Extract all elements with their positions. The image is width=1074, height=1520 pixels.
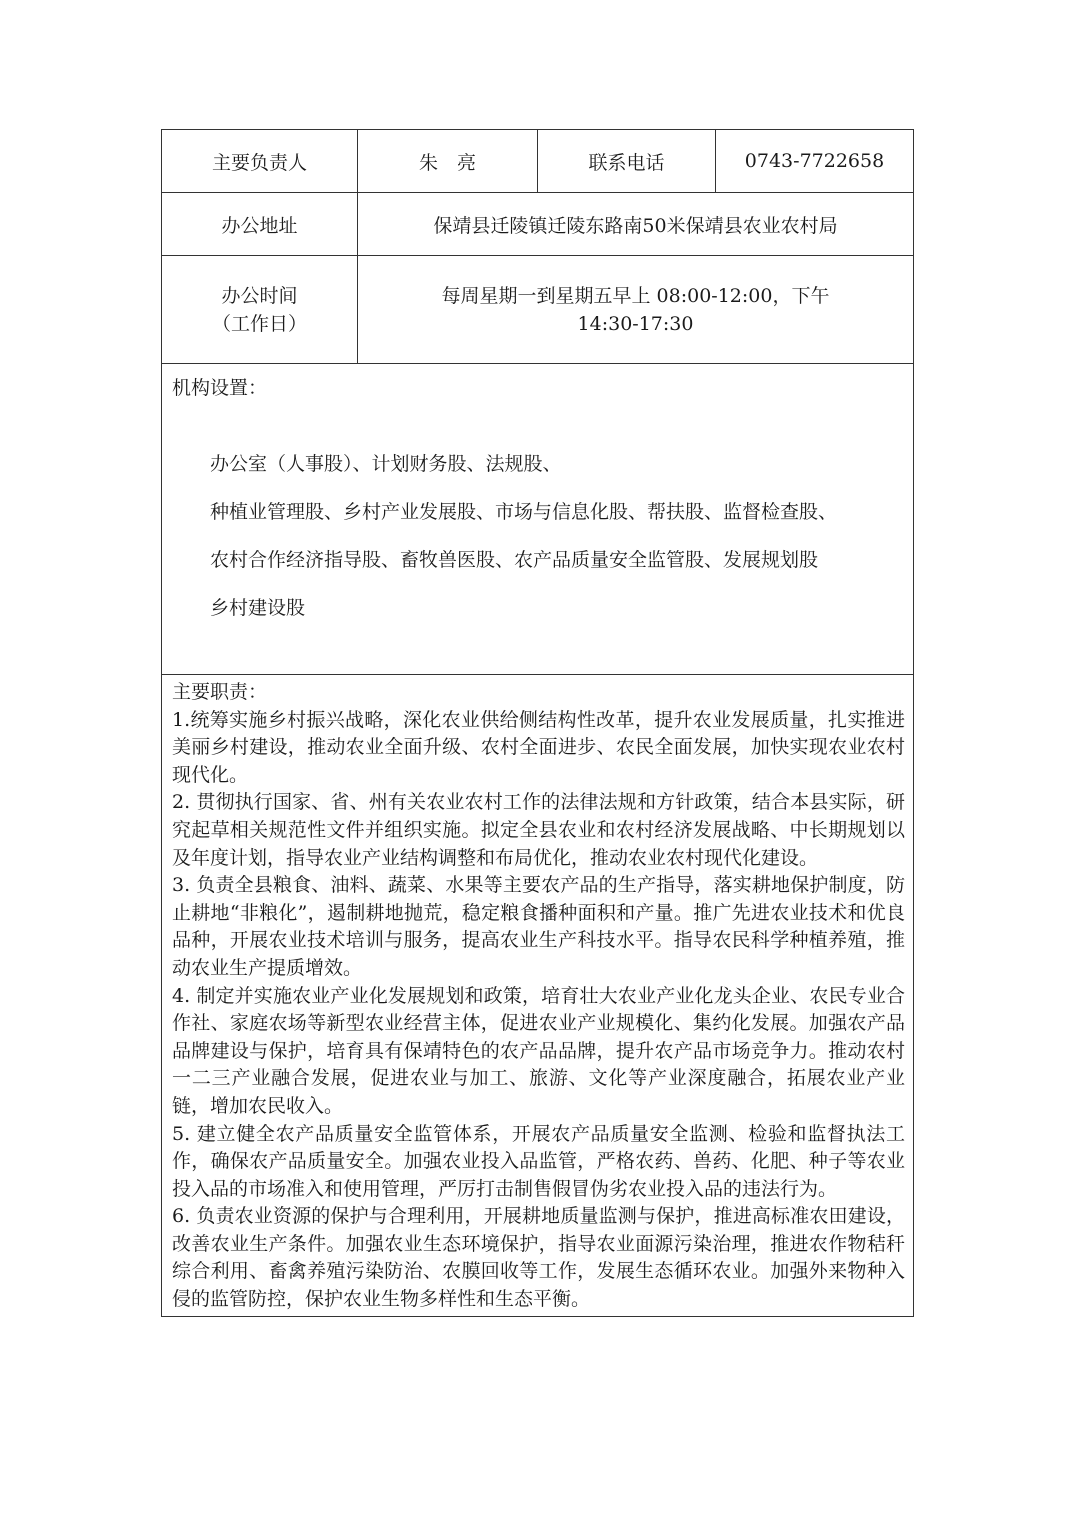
hours-label-line2: （工作日） (211, 312, 307, 335)
org-line: 种植业管理股、乡村产业发展股、市场与信息化股、帮扶股、监督检查股、 (210, 501, 838, 523)
org-line: 乡村建设股 (210, 597, 306, 619)
org-row (162, 364, 914, 675)
duties-title: 主要职责： (172, 681, 268, 703)
hours-label-line1: 办公时间 (221, 284, 298, 307)
duties-row (162, 675, 914, 1317)
head-row (162, 130, 914, 193)
duty-item: 1.统筹实施乡村振兴战略，深化农业供给侧结构性改革，提升农业发展质量，扎实推进美丽乡村建设，推动农业全面升级、农村全面进步、农民全面发展，加快实现农业农村现代化。 (172, 708, 905, 786)
org-title: 机构设置： (172, 377, 268, 399)
duty-item: 5. 建立健全农产品质量安全监管体系，开展农产品质量安全监测、检验和监督执法工作，确保农产品质量安全。加强农业投入品监管，严格农药、兽药、化肥、种子等农业投入品的市场准入和使用管理，严厉打击制售假冒伪劣农业投入品的违法行为。 (172, 1122, 905, 1200)
hours-value (358, 256, 914, 364)
org-section (162, 364, 914, 675)
phone-label: 联系电话 (538, 130, 716, 193)
org-line: 办公室（人事股）、计划财务股、法规股、 (210, 453, 562, 475)
address-label: 办公地址 (162, 193, 358, 256)
agency-info-table (161, 129, 914, 1317)
org-line: 农村合作经济指导股、畜牧兽医股、农产品质量安全监管股、发展规划股 (210, 549, 819, 571)
hours-row (162, 256, 914, 364)
duties-section (162, 675, 914, 1317)
hours-value-line1: 每周星期一到星期五早上 08:00-12:00，下午 (441, 284, 830, 307)
address-value: 保靖县迁陵镇迁陵东路南50米保靖县农业农村局 (358, 193, 914, 256)
duty-item: 2. 贯彻执行国家、省、州有关农业农村工作的法律法规和方针政策，结合本县实际，研究起草相关规范性文件并组织实施。拟定全县农业和农村经济发展战略、中长期规划以及年度计划，指导农业产业结构调整和布局优化，推动农业农村现代化建设。 (172, 791, 905, 869)
duty-item: 6. 负责农业资源的保护与合理利用，开展耕地质量监测与保护，推进高标准农田建设，改善农业生产条件。加强农业生态环境保护，指导农业面源污染治理，推进农作物秸秆综合利用、畜禽养殖污染防治、农膜回收等工作，发展生态循环农业。加强外来物种入侵的监管防控，保护农业生物多样性和生态平衡。 (172, 1205, 905, 1311)
phone-value: 0743-7722658 (716, 130, 914, 193)
person-label: 主要负责人 (162, 130, 358, 193)
duty-item: 3. 负责全县粮食、油料、蔬菜、水果等主要农产品的生产指导，落实耕地保护制度，防止耕地“非粮化”，遏制耕地抛荒，稳定粮食播种面积和产量。推广先进农业技术和优良品种，开展农业技术培训与服务，提高农业生产科技水平。指导农民科学种植养殖，推动农业生产提质增效。 (172, 874, 905, 979)
person-name: 朱 亮 (358, 130, 538, 193)
duty-item: 4. 制定并实施农业产业化发展规划和政策，培育壮大农业产业化龙头企业、农民专业合作社、家庭农场等新型农业经营主体，促进农业产业规模化、集约化发展。加强农产品品牌建设与保护，培育具有保靖特色的农产品品牌，提升农产品市场竞争力。推动农村一二三产业融合发展，促进农业与加工、旅游、文化等产业深度融合，拓展农业产业链，增加农民收入。 (172, 984, 905, 1117)
address-row (162, 193, 914, 256)
hours-label (162, 256, 358, 364)
hours-value-line2: 14:30-17:30 (577, 312, 694, 335)
